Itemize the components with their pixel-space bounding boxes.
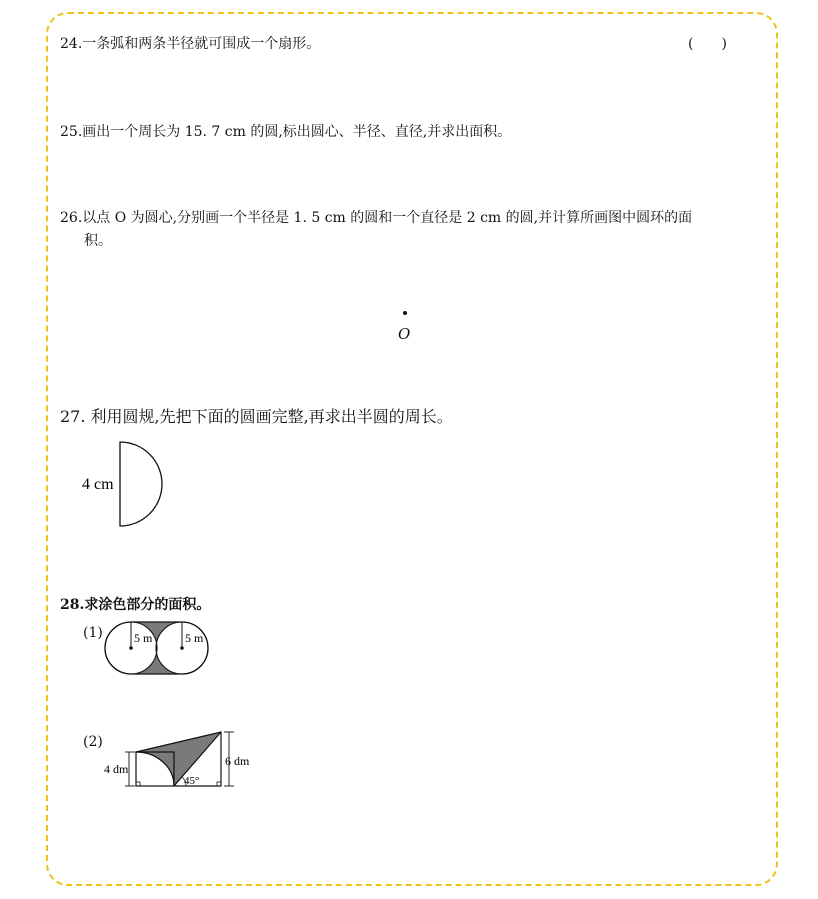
right-height-label: 6 dm [225,754,250,768]
question-24 [60,33,320,55]
semicircle-diameter-label: 4 cm [82,476,114,493]
question-26-line-1: 26.以点 O 为圆心,分别画一个半径是 1. 5 cm 的圆和一个直径是 2 cm 的圆,并计算所画图中圆环的面 [60,210,693,226]
question-24-text: 24.一条弧和两条半径就可围成一个扇形。 [60,36,321,52]
point-o-dot [403,311,407,315]
left-height-label: 4 dm [104,762,129,776]
left-center-dot [129,646,133,650]
shaded-triangle-figure [102,726,262,794]
right-radius-label: 5 m [185,631,204,645]
point-o-label: O [398,325,411,343]
two-circles-figure [104,618,212,680]
angle-label: 45° [184,775,200,787]
shaded-region [136,732,221,786]
left-radius-label: 5 m [134,631,153,645]
answer-bracket[interactable]: ( ) [688,36,727,52]
question-27: 27. 利用圆规,先把下面的圆画完整,再求出半圆的周长。 [60,407,453,426]
semicircle-figure [78,438,178,534]
semicircle-shape [120,442,162,526]
part-2-label: (2) [83,734,103,750]
question-25: 25.画出一个周长为 15. 7 cm 的圆,标出圆心、半径、直径,并求出面积。 [60,124,512,140]
question-26-line-2: 积。 [84,233,112,249]
right-center-dot [180,646,184,650]
part-1-label: (1) [83,625,103,641]
question-28: 28.求涂色部分的面积。 [60,597,211,613]
